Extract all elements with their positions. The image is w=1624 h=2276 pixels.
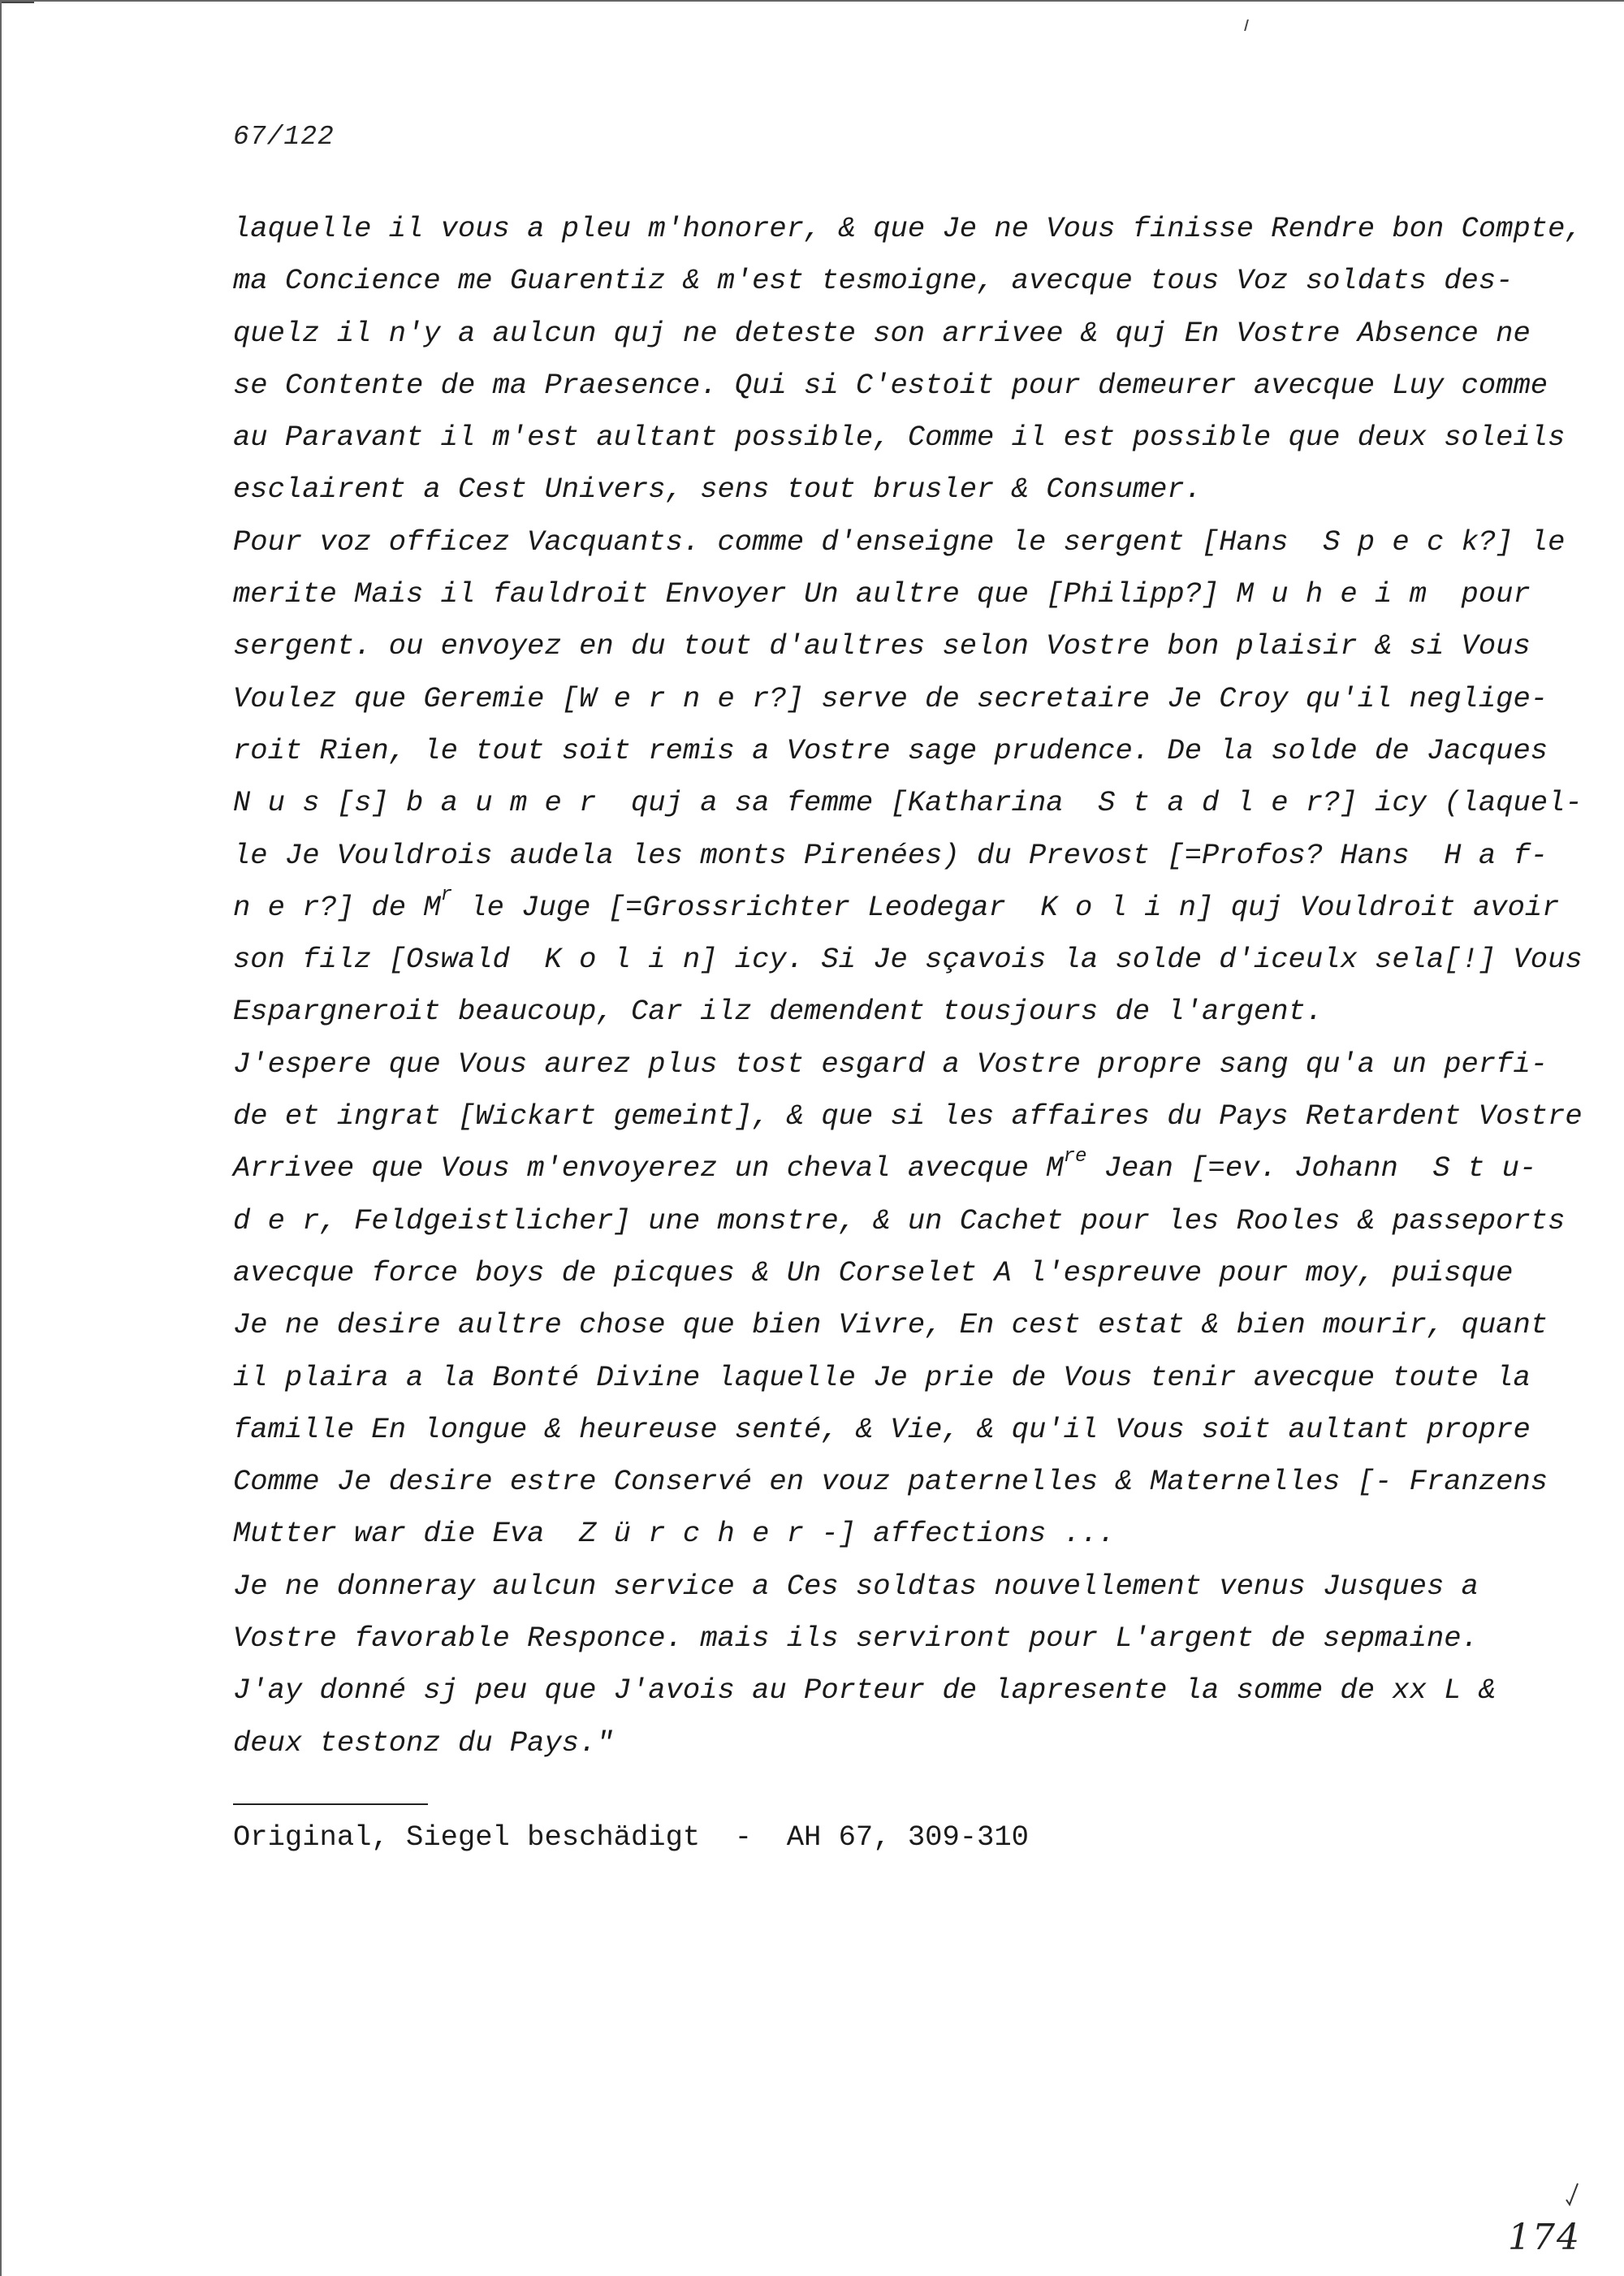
text-line: quelz il n'y a aulcun quj ne deteste son arrivee & quj En Vostre Absence ne xyxy=(233,316,1531,350)
text-segment: Jean [=ev. Johann S t u- xyxy=(1086,1151,1537,1186)
text-line: Pour voz officez Vacquants. comme d'enseigne le sergent [Hans S p e c k?] le xyxy=(233,525,1566,559)
text-line: ma Concience me Guarentiz & m'est tesmoigne, avecque tous Voz soldats des- xyxy=(233,264,1514,298)
text-line: Mutter war die Eva Z ü r c h e r -] affections ... xyxy=(233,1517,1116,1551)
text-segment: le Juge [=Grossrichter Leodegar K o l i n] quj Vouldroit avoir xyxy=(452,890,1560,924)
text-line: Je ne desire aultre chose que bien Vivre, En cest estat & bien mourir, quant xyxy=(233,1308,1548,1342)
text-line: Je ne donneray aulcun service a Ces soldtas nouvellement venus Jusques a xyxy=(233,1569,1479,1603)
text-line: merite Mais il fauldroit Envoyer Un aultre que [Philipp?] M u h e i m pour xyxy=(233,577,1531,611)
scan-corner-mark xyxy=(2,2,34,3)
pen-tick-mark xyxy=(1244,19,1254,31)
page-number: 67/122 xyxy=(233,122,335,152)
text-line: se Contente de ma Praesence. Qui si C'estoit pour demeurer avecque Luy comme xyxy=(233,368,1548,402)
checkmark-icon xyxy=(1565,2182,1579,2206)
text-line: Vostre favorable Responce. mais ils serviront pour L'argent de sepmaine. xyxy=(233,1622,1479,1656)
text-segment: n e r?] de M xyxy=(233,890,441,924)
text-segment: Arrivee que Vous m'envoyerez un cheval avecque M xyxy=(233,1151,1064,1186)
text-line xyxy=(233,882,1560,934)
footnote-divider xyxy=(233,1803,428,1805)
text-line: de et ingrat [Wickart gemeint], & que si les affaires du Pays Retardent Vostre xyxy=(233,1099,1583,1134)
superscript-abbreviation: re xyxy=(1063,1145,1087,1168)
text-line: J'espere que Vous aurez plus tost esgard a Vostre propre sang qu'a un perfi- xyxy=(233,1047,1548,1081)
text-line: le Je Vouldrois audela les monts Pirenées) du Prevost [=Profos? Hans H a f- xyxy=(233,838,1548,872)
footnote-source: Original, Siegel beschädigt - AH 67, 309-310 xyxy=(233,1820,1029,1854)
text-line: Voulez que Geremie [W e r n e r?] serve de secretaire Je Croy qu'il neglige- xyxy=(233,681,1548,715)
text-line: au Paravant il m'est aultant possible, Comme il est possible que deux soleils xyxy=(233,421,1566,455)
text-line: esclairent a Cest Univers, sens tout brusler & Consumer. xyxy=(233,473,1202,507)
text-line: J'ay donné sj peu que J'avois au Porteur de lapresente la somme de xx L & xyxy=(233,1674,1497,1708)
text-line: il plaira a la Bonté Divine laquelle Je prie de Vous tenir avecque toute la xyxy=(233,1360,1531,1394)
archive-folio-number: 174 xyxy=(1508,2217,1581,2258)
text-line: roit Rien, le tout soit remis a Vostre sage prudence. De la solde de Jacques xyxy=(233,733,1548,767)
letter-body xyxy=(233,203,1583,1769)
text-line xyxy=(233,1142,1537,1194)
text-line: Comme Je desire estre Conservé en vouz paternelles & Maternelles [- Franzens xyxy=(233,1465,1548,1499)
text-line: avecque force boys de picques & Un Corselet A l'espreuve pour moy, puisque xyxy=(233,1255,1514,1289)
text-line: son filz [Oswald K o l i n] icy. Si Je sçavois la solde d'iceulx sela[!] Vous xyxy=(233,943,1583,977)
text-line: laquelle il vous a pleu m'honorer, & que Je ne Vous finisse Rendre bon Compte, xyxy=(233,212,1583,245)
superscript-abbreviation: r xyxy=(440,884,453,907)
text-line: d e r, Feldgeistlicher] une monstre, & un Cachet pour les Rooles & passeports xyxy=(233,1203,1566,1237)
text-line: N u s [s] b a u m e r quj a sa femme [Katharina S t a d l e r?] icy (laquel- xyxy=(233,786,1583,820)
text-line: Espargneroit beaucoup, Car ilz demendent tousjours de l'argent. xyxy=(233,995,1324,1029)
text-line: famille En longue & heureuse senté, & Vie, & qu'il Vous soit aultant propre xyxy=(233,1412,1531,1446)
text-line: deux testonz du Pays." xyxy=(233,1725,614,1760)
text-line: sergent. ou envoyez en du tout d'aultres selon Vostre bon plaisir & si Vous xyxy=(233,629,1531,663)
